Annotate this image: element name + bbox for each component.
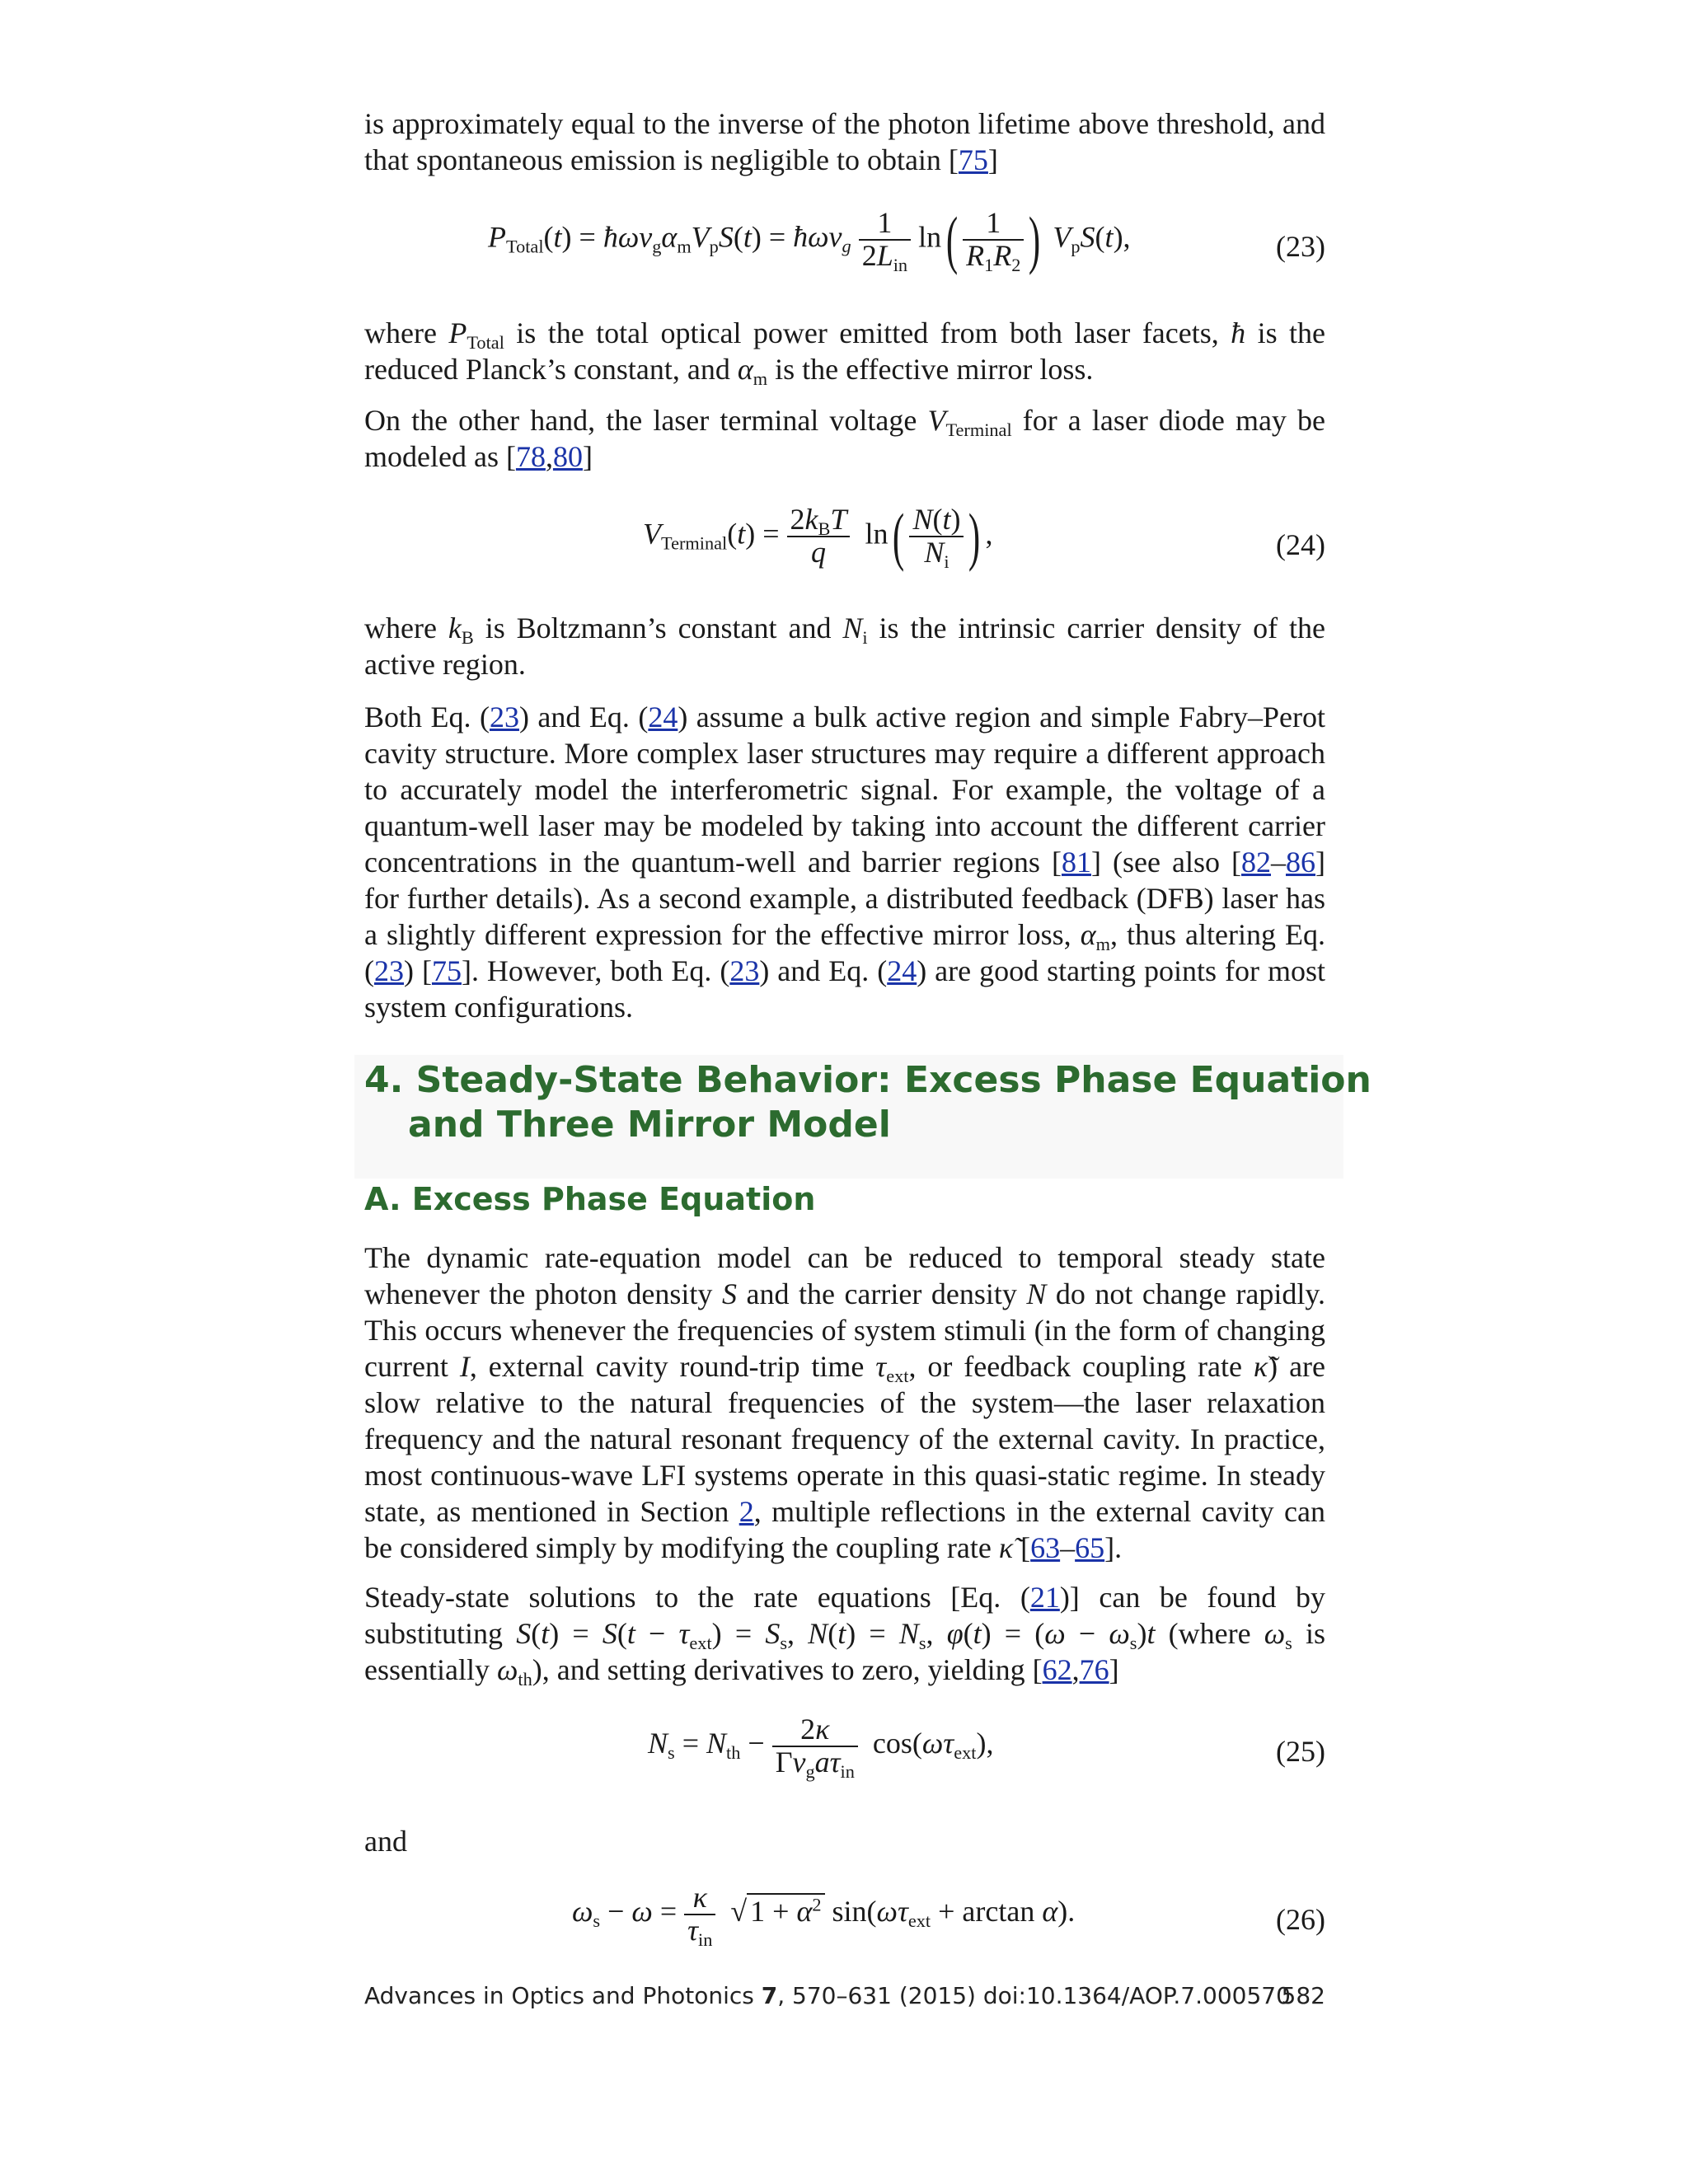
citation-link[interactable]: 75 bbox=[431, 954, 462, 987]
equation-link[interactable]: 23 bbox=[374, 954, 404, 987]
equation-link[interactable]: 21 bbox=[1029, 1581, 1060, 1614]
citation-link[interactable]: 65 bbox=[1075, 1531, 1105, 1564]
equation-number: (24) bbox=[1276, 528, 1325, 561]
citation-link[interactable]: 81 bbox=[1061, 846, 1091, 879]
citation-details: , 570–631 (2015) doi:10.1364/AOP.7.000570 bbox=[777, 1982, 1291, 2009]
equation-link[interactable]: 24 bbox=[887, 954, 917, 987]
citation-link[interactable]: 86 bbox=[1286, 846, 1315, 879]
equation-number: (25) bbox=[1276, 1735, 1325, 1768]
citation-link[interactable]: 82 bbox=[1241, 846, 1271, 879]
equation-number: (23) bbox=[1276, 230, 1325, 263]
citation-link[interactable]: 76 bbox=[1079, 1653, 1109, 1686]
equation-23: $P_{Total}(t)$ = $ħ\omega v_g\alpha_mV_pS(t)$ = ħωv$_g$ $\frac{1}{2L_{in}}$ ln( $\frac{1}{R_1R_2}$ ) $V_pS(t)$, (23) bbox=[488, 204, 1325, 276]
volume-number: 7 bbox=[761, 1982, 778, 2009]
paragraph-4: where $k_B$ is Boltzmann’s constant and $N_i$ is the intrinsic carrier density of the active region. bbox=[364, 612, 1325, 681]
paragraph-5: Both Eq. (23) and Eq. (24) assume a bulk active region and simple Fabry–Perot cavity structure. More complex laser structures may require a different approach to accurately model the interferometric signal. For example, the voltage of a quantum-well laser may be modeled by taking into account the different carrier concentrations in the quantum-well and barrier regions [81] (see also [82–86] for further details). As a second example, a distributed feedback (DFB) laser has a slightly different expression for the effective mirror loss, $\alpha_m$, thus altering Eq. (23) [75]. However, both Eq. (23) and Eq. (24) are good starting points for most system configurations. bbox=[364, 701, 1325, 1024]
section-heading-line2: and Three Mirror Model bbox=[408, 1104, 891, 1146]
citation-link[interactable]: 78 bbox=[515, 440, 546, 473]
paragraph-7: Steady-state solutions to the rate equations [Eq. (21)] can be found by substituting $S(t) = S(t - \tau_{ext}) = S_s$, $N(t) = N_s$, $\varphi(t) = (\omega - \omega_s)t$ (where $\omega_s$ is essentially $\omega_{th}$), and setting derivatives to zero, yielding [62,76] bbox=[364, 1581, 1326, 1690]
journal-name: Advances in Optics and Photonics bbox=[364, 1982, 762, 2009]
equation-24: $V_{Terminal}(t)$ = $\frac{2k_BT}{q}$ ln( $\frac{N(t)}{N_i}$ ) , (24) bbox=[643, 500, 1325, 573]
connector-text: and bbox=[364, 1825, 407, 1858]
section-link[interactable]: 2 bbox=[738, 1495, 754, 1528]
equation-25: $N_s = N_{th}$ − $\frac{2\kappa}{\Gamma v_ga\tau_{in}}$ $\cos(\omega\tau_{ext})$, (25) bbox=[648, 1713, 1325, 1782]
paragraph-3: On the other hand, the laser terminal voltage $V_{Terminal}$ for a laser diode may be modeled as [78,80] bbox=[364, 404, 1325, 473]
section-heading bbox=[364, 1058, 1372, 1147]
citation-link[interactable]: 62 bbox=[1042, 1653, 1072, 1686]
citation-link[interactable]: 80 bbox=[552, 440, 583, 473]
paragraph-2: where $P_{Total}$ is the total optical power emitted from both laser facets, ħ is the reduced Planck’s constant, and $\alpha_m$ is the effective mirror loss. bbox=[364, 316, 1325, 390]
equation-link[interactable]: 24 bbox=[648, 701, 678, 733]
equation-link[interactable]: 23 bbox=[729, 954, 760, 987]
page-number: 582 bbox=[1281, 1982, 1325, 2009]
page-footer bbox=[364, 1982, 1325, 2009]
equation-26: $\omega_s - \omega$ = $\frac{\kappa}{\tau_{in}}$ √ $1 + \alpha^2$ $\sin(\omega\tau_{ext} + \arctan \alpha)$. (26) bbox=[572, 1881, 1325, 1950]
equation-link[interactable]: 23 bbox=[489, 701, 519, 733]
section-heading-line1: 4. Steady-State Behavior: Excess Phase Equation bbox=[364, 1059, 1372, 1101]
subsection-heading: A. Excess Phase Equation bbox=[364, 1181, 816, 1217]
citation-link[interactable]: 63 bbox=[1030, 1531, 1061, 1564]
citation-link[interactable]: 75 bbox=[958, 143, 988, 176]
paragraph-6: The dynamic rate-equation model can be reduced to temporal steady state whenever the photon density S and the carrier density N do not change rapidly. This occurs whenever the frequencies of system stimuli (in the form of changing current I, external cavity round-trip time $\tau_{ext}$, or feedback coupling rate κ̃) are slow relative to the natural frequencies of the system—the laser relaxation frequency and the natural resonant frequency of the external cavity. In practice, most continuous-wave LFI systems operate in this quasi-static regime. In steady state, as mentioned in Section 2, multiple reflections in the external cavity can be considered simply by modifying the coupling rate κ̃ [63–65]. bbox=[364, 1241, 1326, 1564]
equation-number: (26) bbox=[1276, 1903, 1325, 1936]
paragraph-1: is approximately equal to the inverse of the photon lifetime above threshold, and that spontaneous emission is negligible to obtain [75] bbox=[364, 107, 1325, 176]
